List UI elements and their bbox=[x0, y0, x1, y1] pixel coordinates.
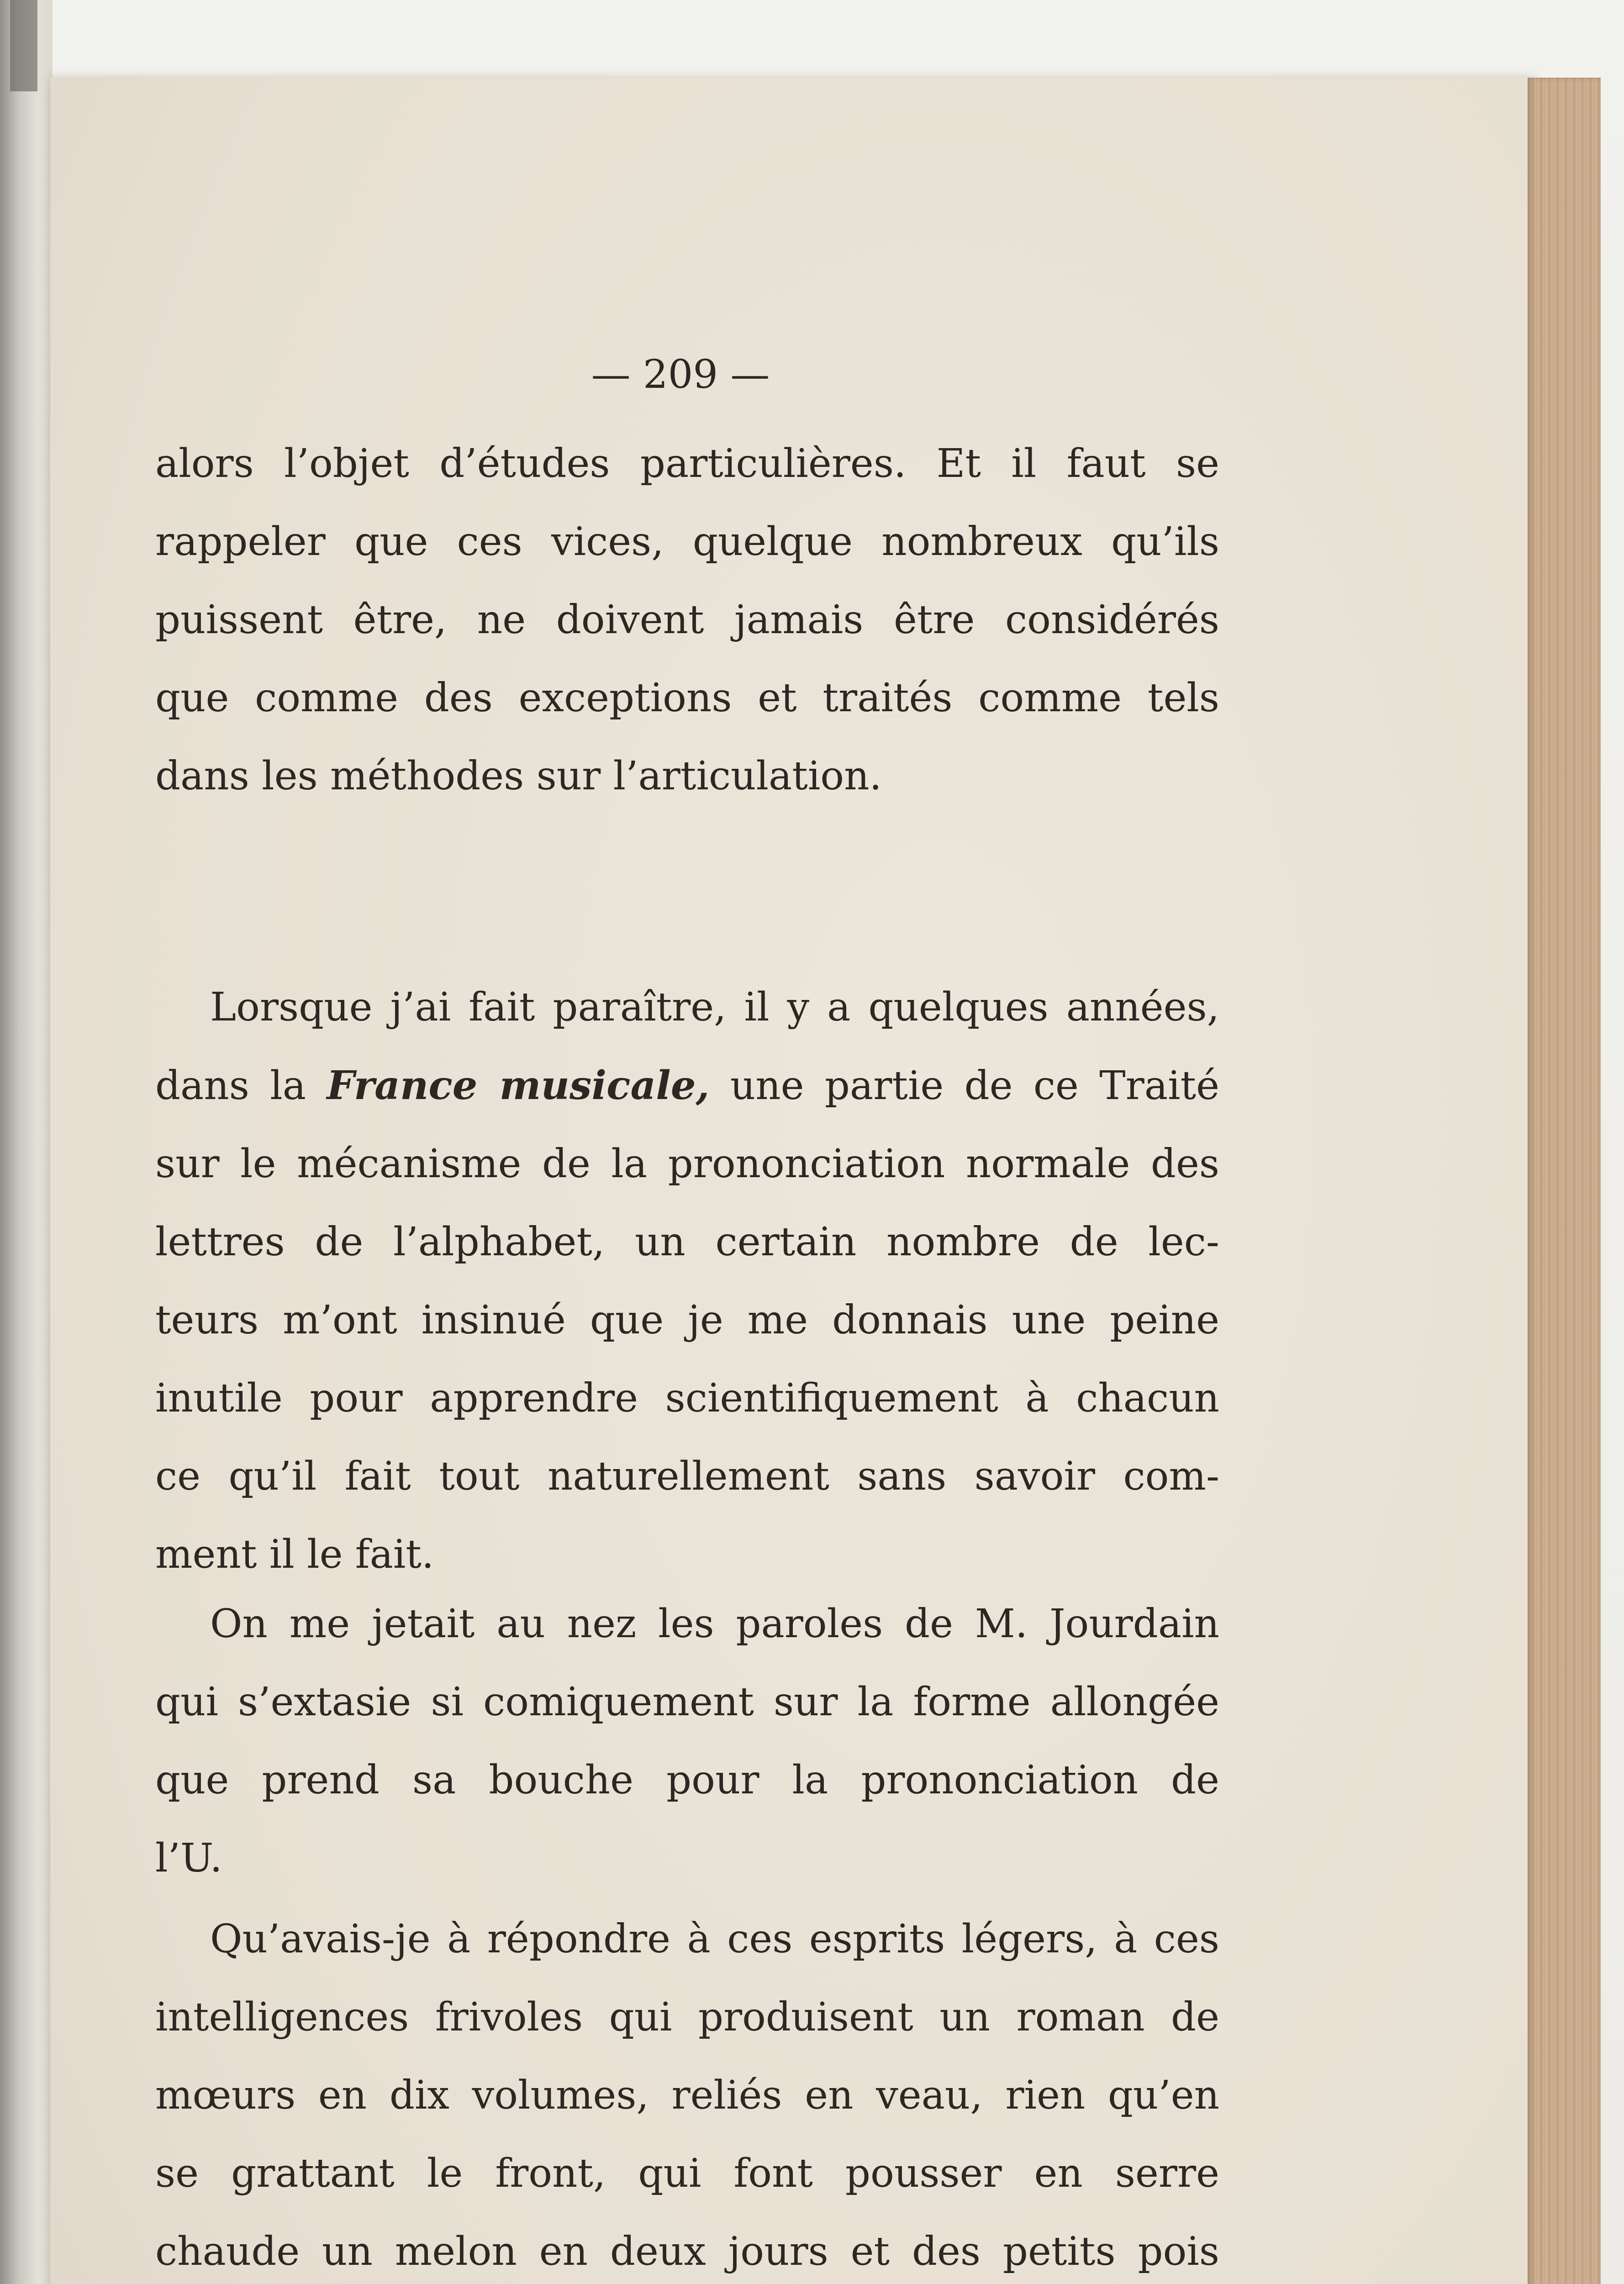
paragraph-4-line: mœurs en dix volumes, reliés en veau, rien qu’en bbox=[155, 2073, 1219, 2118]
paragraph-2-line: lettres de l’alphabet, un certain nombre de lec- bbox=[155, 1219, 1219, 1265]
paragraph-3-line: qui s’extasie si comiquement sur la forme allongée bbox=[155, 1679, 1219, 1725]
paragraph-2-line: Lorsque j’ai fait paraître, il y a quelques années, bbox=[210, 984, 1219, 1030]
paragraph-2-line: teurs m’ont insinué que je me donnais une peine bbox=[155, 1297, 1219, 1343]
binding-mark bbox=[10, 0, 37, 91]
paragraph-4-line: chaude un melon en deux jours et des petits pois bbox=[155, 2229, 1219, 2274]
paragraph-1-line: rappeler que ces vices, quelque nombreux qu’ils bbox=[155, 519, 1219, 565]
italic-title: France musicale, bbox=[327, 1063, 710, 1109]
paragraph-2 bbox=[155, 968, 1219, 1594]
text-segment: une partie de ce Traité bbox=[709, 1063, 1220, 1109]
paragraph-2-line: sur le mécanisme de la prononciation normale des bbox=[155, 1141, 1219, 1187]
paragraph-2-line: inutile pour apprendre scientifiquement à chacun bbox=[155, 1375, 1219, 1421]
book-binding-left bbox=[0, 0, 53, 2284]
paragraph-1-line: alors l’objet d’études particulières. Et il faut se bbox=[155, 441, 1219, 486]
paragraph-1-line: que comme des exceptions et traités comme tels bbox=[155, 675, 1219, 721]
paragraph-2-line: ment il le fait. bbox=[155, 1532, 434, 1577]
paragraph-4-line: Qu’avais-je à répondre à ces esprits légers, à ces bbox=[210, 1916, 1219, 1962]
paragraph-1 bbox=[155, 425, 1219, 815]
paragraph-1-line: puissent être, ne doivent jamais être considérés bbox=[155, 597, 1219, 643]
paragraph-2-line: ce qu’il fait tout naturellement sans savoir com- bbox=[155, 1454, 1219, 1499]
paragraph-1-line: dans les méthodes sur l’articulation. bbox=[155, 753, 882, 799]
page-edges-right bbox=[1528, 78, 1601, 2284]
paragraph-2-line-with-italic bbox=[155, 1047, 1219, 1125]
paragraph-3-line: l’U. bbox=[155, 1835, 222, 1881]
paragraph-4-line: intelligences frivoles qui produisent un roman de bbox=[155, 1994, 1219, 2040]
paragraph-4 bbox=[155, 1900, 1219, 2284]
page-number: — 209 — bbox=[591, 352, 770, 397]
text-segment: dans la bbox=[155, 1063, 327, 1109]
paragraph-3-line: On me jetait au nez les paroles de M. Jourdain bbox=[210, 1601, 1219, 1647]
paragraph-3-line: que prend sa bouche pour la prononciation de bbox=[155, 1757, 1219, 1803]
paragraph-4-line: se grattant le front, qui font pousser en serre bbox=[155, 2151, 1219, 2196]
paragraph-3 bbox=[155, 1585, 1219, 1898]
